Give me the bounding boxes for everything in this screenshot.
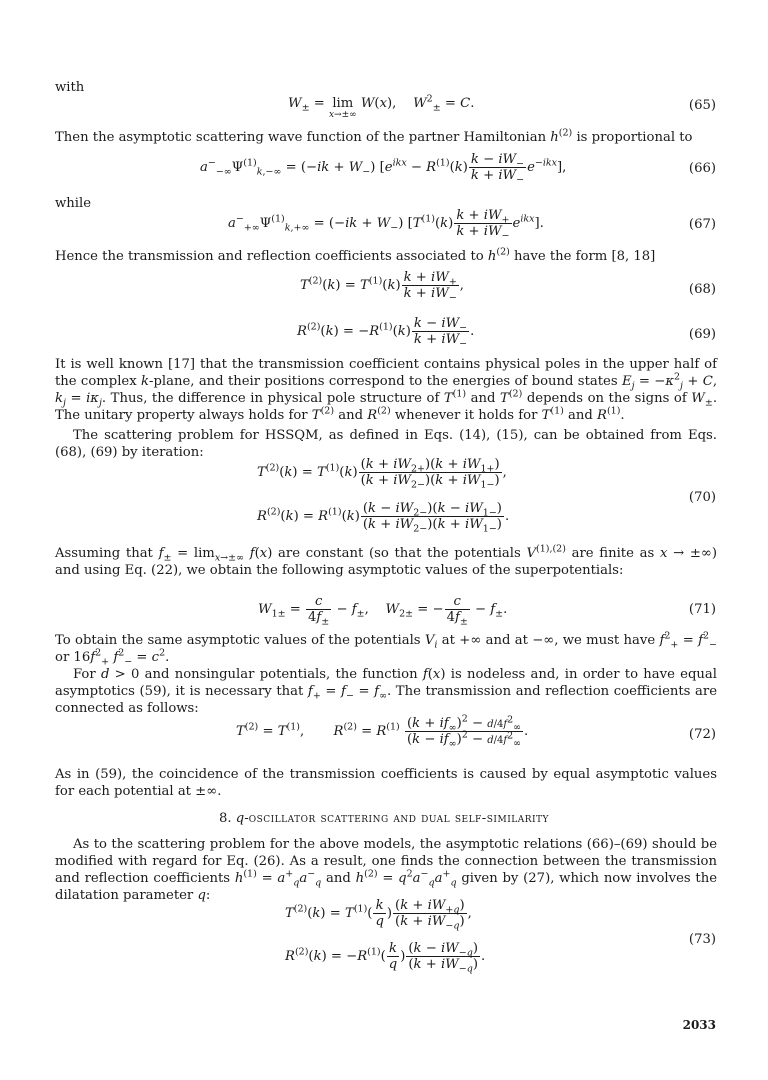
text-with: with <box>55 80 85 95</box>
equation-67: $a^-_{+\infty}\Psi^{(1)}_{k,+\infty} = (-ik + W_-)$ [$T^{(1)}(k)$ $\frac{k + iW_+}{k + iW_-}$ $e^{ikx}$]. <box>228 208 544 242</box>
equation-number-71: (71) <box>688 602 716 617</box>
equation-73-b: $R^{(2)}(k) = -R^{(1)}$( $\frac{k}{q}$ ) $\frac{(k - iW_{-q})}{(k + iW_{-q})}$ . <box>285 941 486 975</box>
equation-70-b: $R^{(2)}(k) = R^{(1)}(k)$ $\frac{(k - iW_{2-})(k - iW_{1-})}{(k + iW_{2-})(k + iW_{1-})}$ . <box>257 501 510 535</box>
paragraph-coincidence: As in (59), the coincidence of the transmission coefficients is caused by equal asymptotic values for each potential at ±∞. <box>55 767 717 799</box>
equation-66: $a^-_{-\infty}\Psi^{(1)}_{k,-\infty} = (-ik + W_-) [e^{ikx} - R^{(1)}(k)$ $\frac{k - iW_-}{k + iW_-}$ $e^{-ikx}$], <box>200 152 567 186</box>
equation-69: $R^{(2)}(k) = -R^{(1)}(k)$ $\frac{k - iW_-}{k + iW_-}$ . <box>297 316 475 350</box>
equation-number-69: (69) <box>688 327 716 342</box>
equation-number-73: (73) <box>688 932 716 947</box>
equation-72: $T^{(2)} = T^{(1)}$, $R^{(2)} = R^{(1)}$ $\frac{(k + if_\infty)^2 - d/4f^2_\infty}{(k - if_\infty)^2 - d/4f^2_\infty}$ . <box>236 713 529 750</box>
paragraph-hssqm: The scattering problem for HSSQM, as defined in Eqs. (14), (15), can be obtained from Eqs. (68), (69) by iteration: <box>55 428 717 460</box>
paragraph-poles: It is well known [17] that the transmission coefficient contains physical poles in the upper half of the complex k-plane, and their positions correspond to the energies of bound states $E_j = -\kappa^2_j + C$, $k_j = i\kappa_j$. Thus, the difference in physical pole structure of $T^{(1)}$ and $T^{(2)}$ depends on the signs of $W_\pm$. The unitary property always holds for $T^{(2)}$ and $R^{(2)}$ whenever it holds for $T^{(1)}$ and $R^{(1)}$. <box>55 357 718 423</box>
page-number: 2033 <box>682 1018 716 1032</box>
text-hence: Hence the transmission and reflection coefficients associated to $h^{(2)}$ have the form [8, 18] <box>55 246 656 264</box>
equation-number-67: (67) <box>688 217 716 232</box>
text-then: Then the asymptotic scattering wave function of the partner Hamiltonian $h^{(2)}$ is proportional to <box>55 127 693 145</box>
equation-number-66: (66) <box>688 161 716 176</box>
equation-number-72: (72) <box>688 727 716 742</box>
equation-71: $W_{1\pm}$ = $\frac{c}{4f_\pm}$ − $f_\pm$, $W_{2\pm}$ = − $\frac{c}{4f_\pm}$ − $f_\pm$. <box>258 594 508 628</box>
equation-number-68: (68) <box>688 282 716 297</box>
paragraph-assuming: Assuming that $f_\pm = \lim_{x\to\pm\infty} f(x)$ are constant (so that the potentials $V^{(1),(2)}$ are finite as x → ±∞) and using Eq. (22), we obtain the following asymptotic values of the superpotentials: <box>55 543 717 578</box>
section-heading: 8. q-oscillator scattering and dual self-similarity <box>218 811 550 826</box>
equation-70-a: $T^{(2)}(k) = T^{(1)}(k)$ $\frac{(k + iW_{2+})(k + iW_{1+})}{(k + iW_{2-})(k + iW_{1-})}$ , <box>257 457 507 491</box>
text-while: while <box>55 196 92 211</box>
equation-68: $T^{(2)}(k) = T^{(1)}(k)$ $\frac{k + iW_+}{k + iW_-}$ , <box>300 270 464 304</box>
paragraph-nodeless: For d > 0 and nonsingular potentials, the function f(x) is nodeless and, in order to have equal asymptotics (59), it is necessary that $f_+ = f_- = f_\infty$. The transmission and reflection coefficients are connected as follows: <box>55 667 718 716</box>
equation-73-a: $T^{(2)}(k) = T^{(1)}$( $\frac{k}{q}$ ) $\frac{(k + iW_{+q})}{(k + iW_{-q})}$ , <box>285 898 472 932</box>
paragraph-same-asymptotic: To obtain the same asymptotic values of the potentials $V_i$ at +∞ and at −∞, we must have $f^2_+ = f^2_-$ or $16f^2_+$ $f^2_- = c^2$. <box>55 630 717 668</box>
equation-number-65: (65) <box>688 98 716 113</box>
equation-65: $W_\pm = \lim$ x→±∞ W(x), $W^2_\pm = C$. <box>288 93 475 120</box>
paragraph-q-oscillator: As to the scattering problem for the above models, the asymptotic relations (66)–(69) should be modified with regard for Eq. (26). As a result, one finds the connection between the transmission and reflection coefficients $h^{(1)} = a^+_qa^-_q$ and $h^{(2)} = q^2a^-_qa^+_q$ given by (27), which now involves the dilatation parameter q: <box>55 837 718 903</box>
equation-number-70: (70) <box>688 490 716 505</box>
